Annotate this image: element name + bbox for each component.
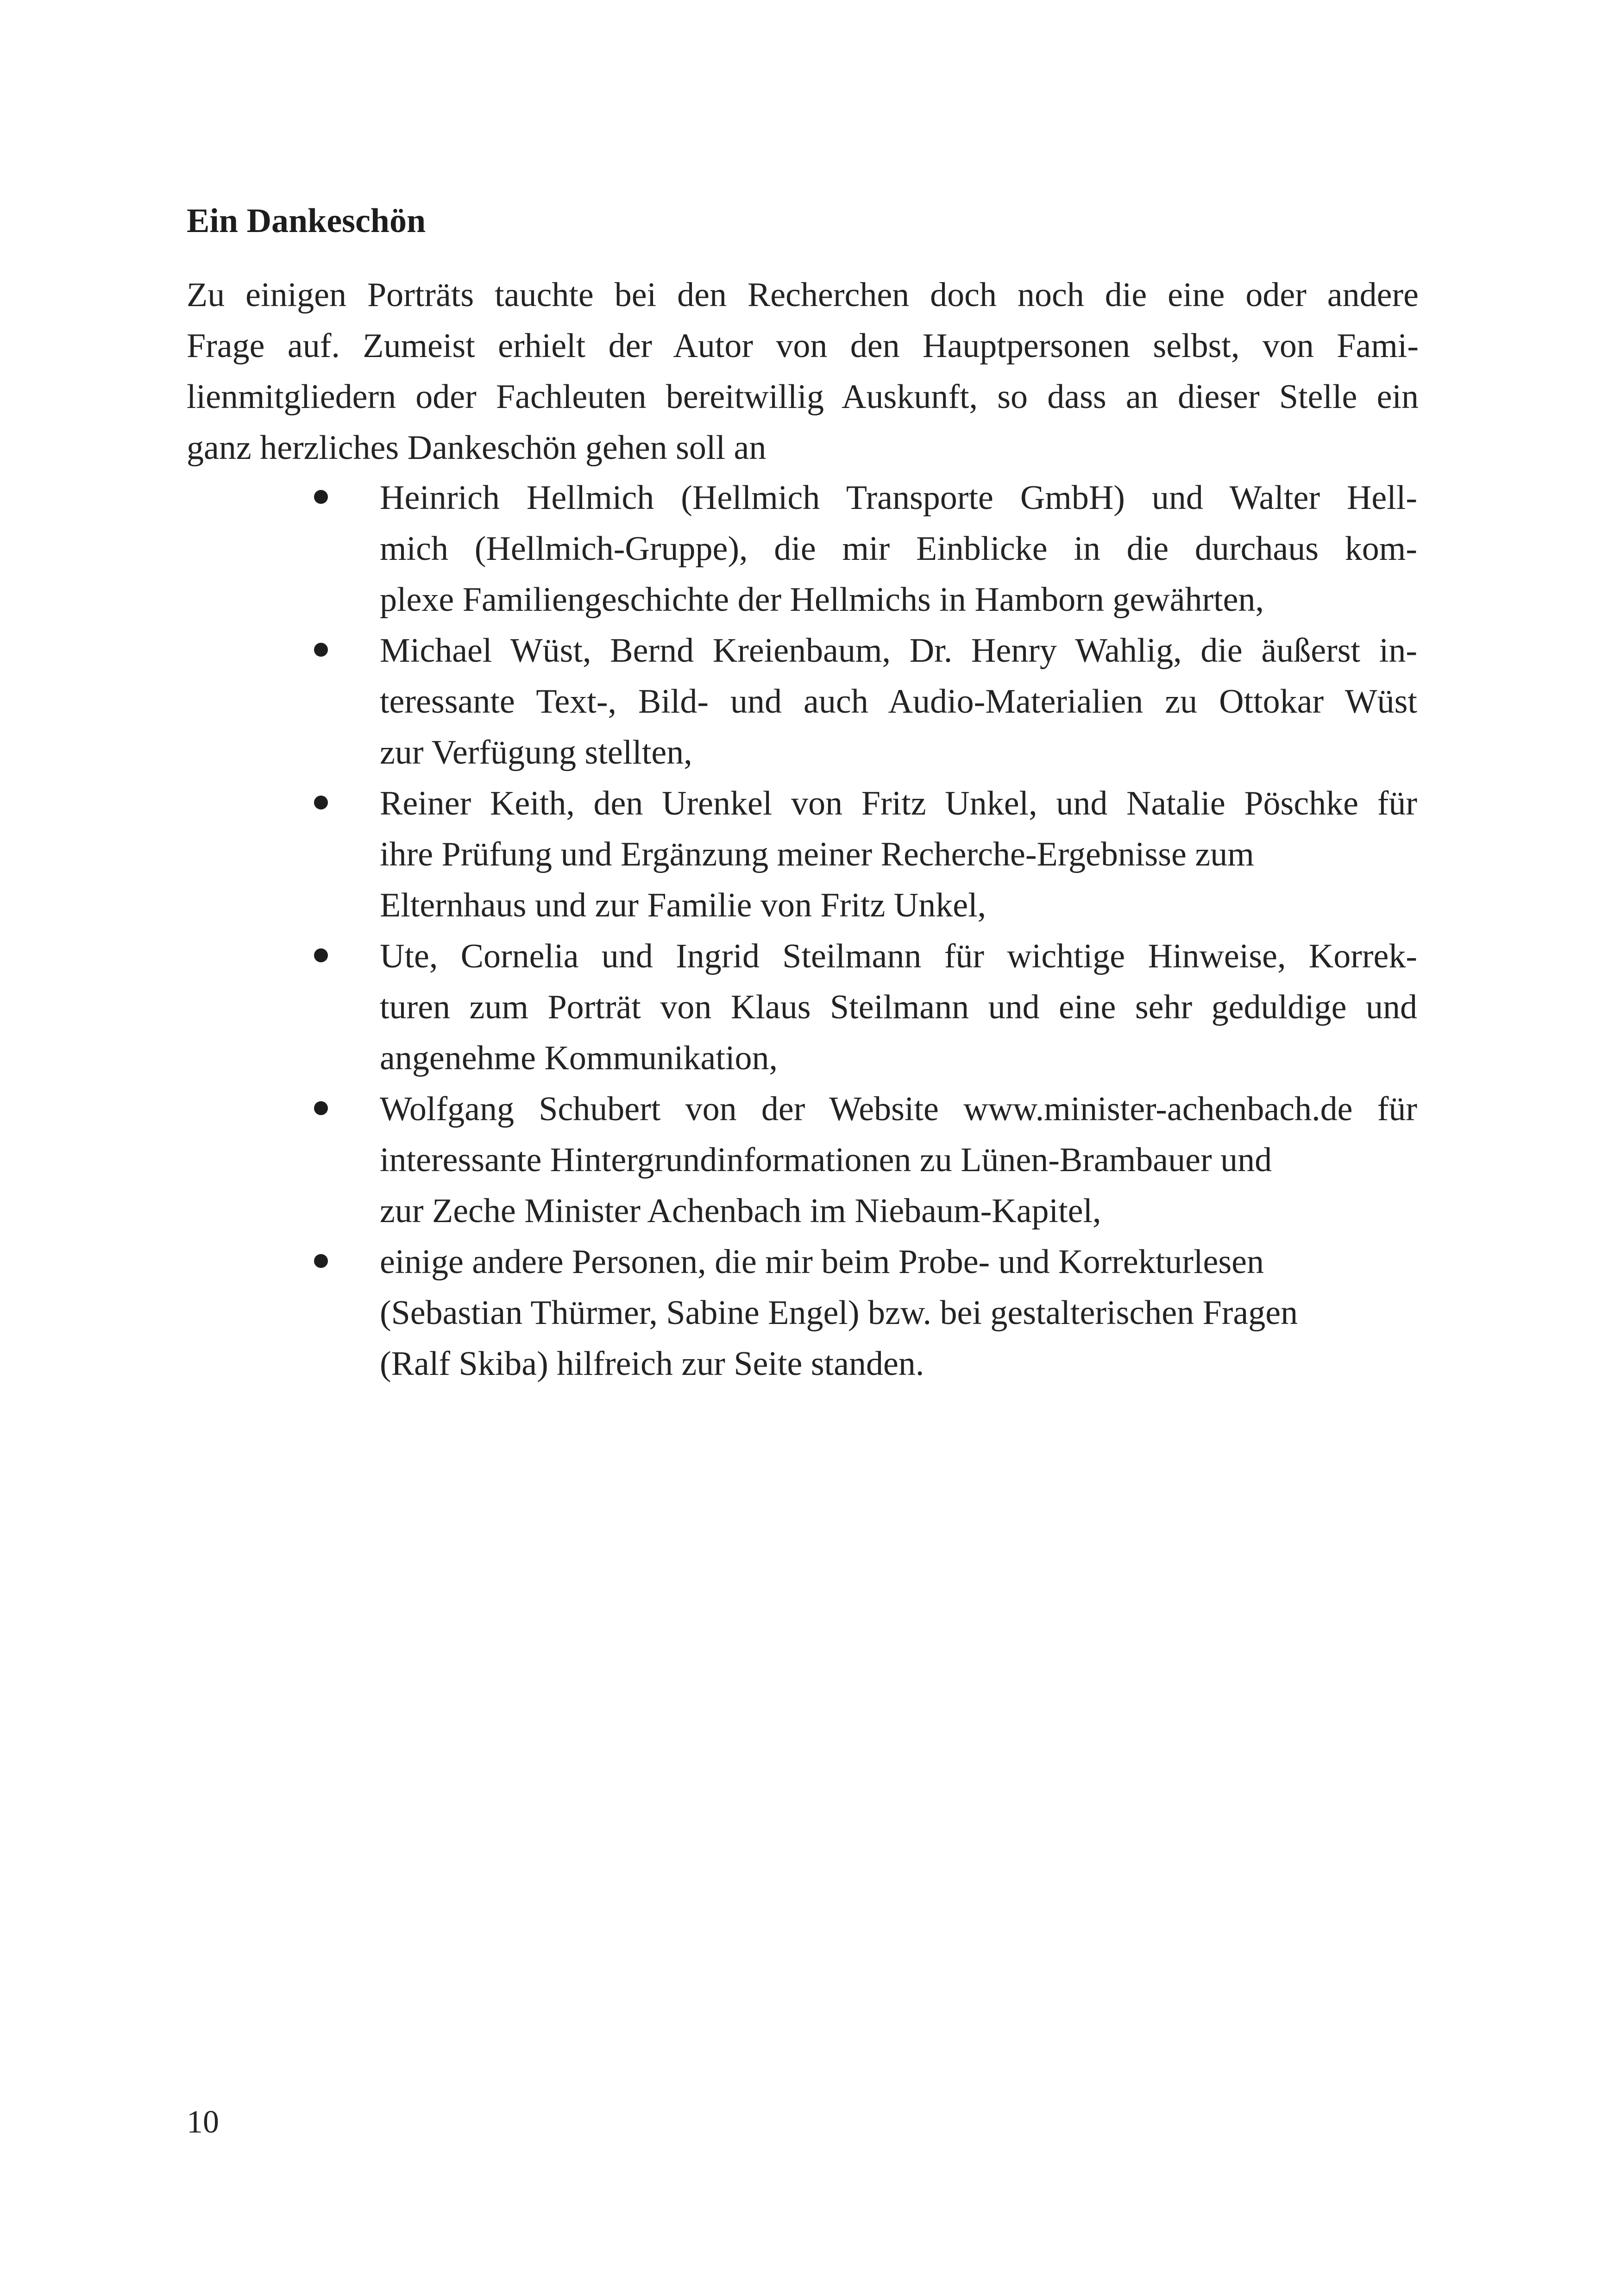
bullet-icon (314, 948, 328, 962)
list-item-line: Elternhaus und zur Familie von Fritz Unkel, (380, 886, 986, 924)
acknowledgement-list (301, 472, 1417, 1389)
list-item-line: (Sebastian Thürmer, Sabine Engel) bzw. bei gestalterischen Fragen (380, 1294, 1298, 1332)
intro-line: Zu einigen Porträts tauchte bei den Recherchen doch noch die eine oder andere (187, 276, 1419, 314)
list-item-line: Michael Wüst, Bernd Kreienbaum, Dr. Henry Wahlig, die äußerst in- (380, 632, 1417, 670)
bullet-icon (314, 1101, 328, 1115)
page-number: 10 (187, 2104, 219, 2140)
list-item (301, 931, 1417, 1084)
list-item-line: ihre Prüfung und Ergänzung meiner Recherche-Ergebnisse zum (380, 835, 1254, 873)
list-item-line: angenehme Kommunikation, (380, 1039, 778, 1077)
list-item-line: zur Verfügung stellten, (380, 734, 692, 772)
list-item-line: mich (Hellmich-Gruppe), die mir Einblicke in die durchaus kom- (380, 530, 1417, 568)
list-item-line: zur Zeche Minister Achenbach im Niebaum-Kapitel, (380, 1192, 1101, 1230)
list-item (301, 778, 1417, 931)
list-item-line: Ute, Cornelia und Ingrid Steilmann für wichtige Hinweise, Korrek- (380, 937, 1417, 975)
list-item (301, 472, 1417, 625)
list-item-line: Heinrich Hellmich (Hellmich Transporte GmbH) und Walter Hell- (380, 479, 1417, 517)
intro-line: ganz herzliches Dankeschön gehen soll an (187, 429, 767, 467)
list-item (301, 1236, 1413, 1389)
list-item-line: (Ralf Skiba) hilfreich zur Seite standen. (380, 1345, 924, 1383)
intro-line: lienmitgliedern oder Fachleuten bereitwillig Auskunft, so dass an dieser Stelle ein (187, 378, 1419, 416)
list-item-line: teressante Text-, Bild- und auch Audio-Materialien zu Ottokar Wüst (380, 683, 1417, 721)
intro-paragraph (187, 270, 1419, 473)
intro-line: Frage auf. Zumeist erhielt der Autor von den Hauptpersonen selbst, von Fami- (187, 327, 1419, 365)
list-item-line: Reiner Keith, den Urenkel von Fritz Unkel, und Natalie Pöschke für (380, 784, 1417, 822)
bullet-icon (314, 643, 328, 657)
list-item-line: plexe Familiengeschichte der Hellmichs in Hamborn gewährten, (380, 581, 1264, 619)
list-item (301, 1084, 1417, 1236)
bullet-icon (314, 1254, 328, 1268)
list-item-line: turen zum Porträt von Klaus Steilmann und eine sehr geduldige und (380, 988, 1417, 1026)
list-item-line: interessante Hintergrundinformationen zu Lünen-Brambauer und (380, 1141, 1272, 1179)
bullet-icon (314, 490, 328, 504)
list-item-line: einige andere Personen, die mir beim Probe- und Korrekturlesen (380, 1243, 1264, 1281)
section-heading: Ein Dankeschön (187, 202, 426, 240)
bullet-icon (314, 796, 328, 809)
list-item (301, 625, 1417, 778)
list-item-line: Wolfgang Schubert von der Website www.minister-achenbach.de für (380, 1090, 1417, 1128)
